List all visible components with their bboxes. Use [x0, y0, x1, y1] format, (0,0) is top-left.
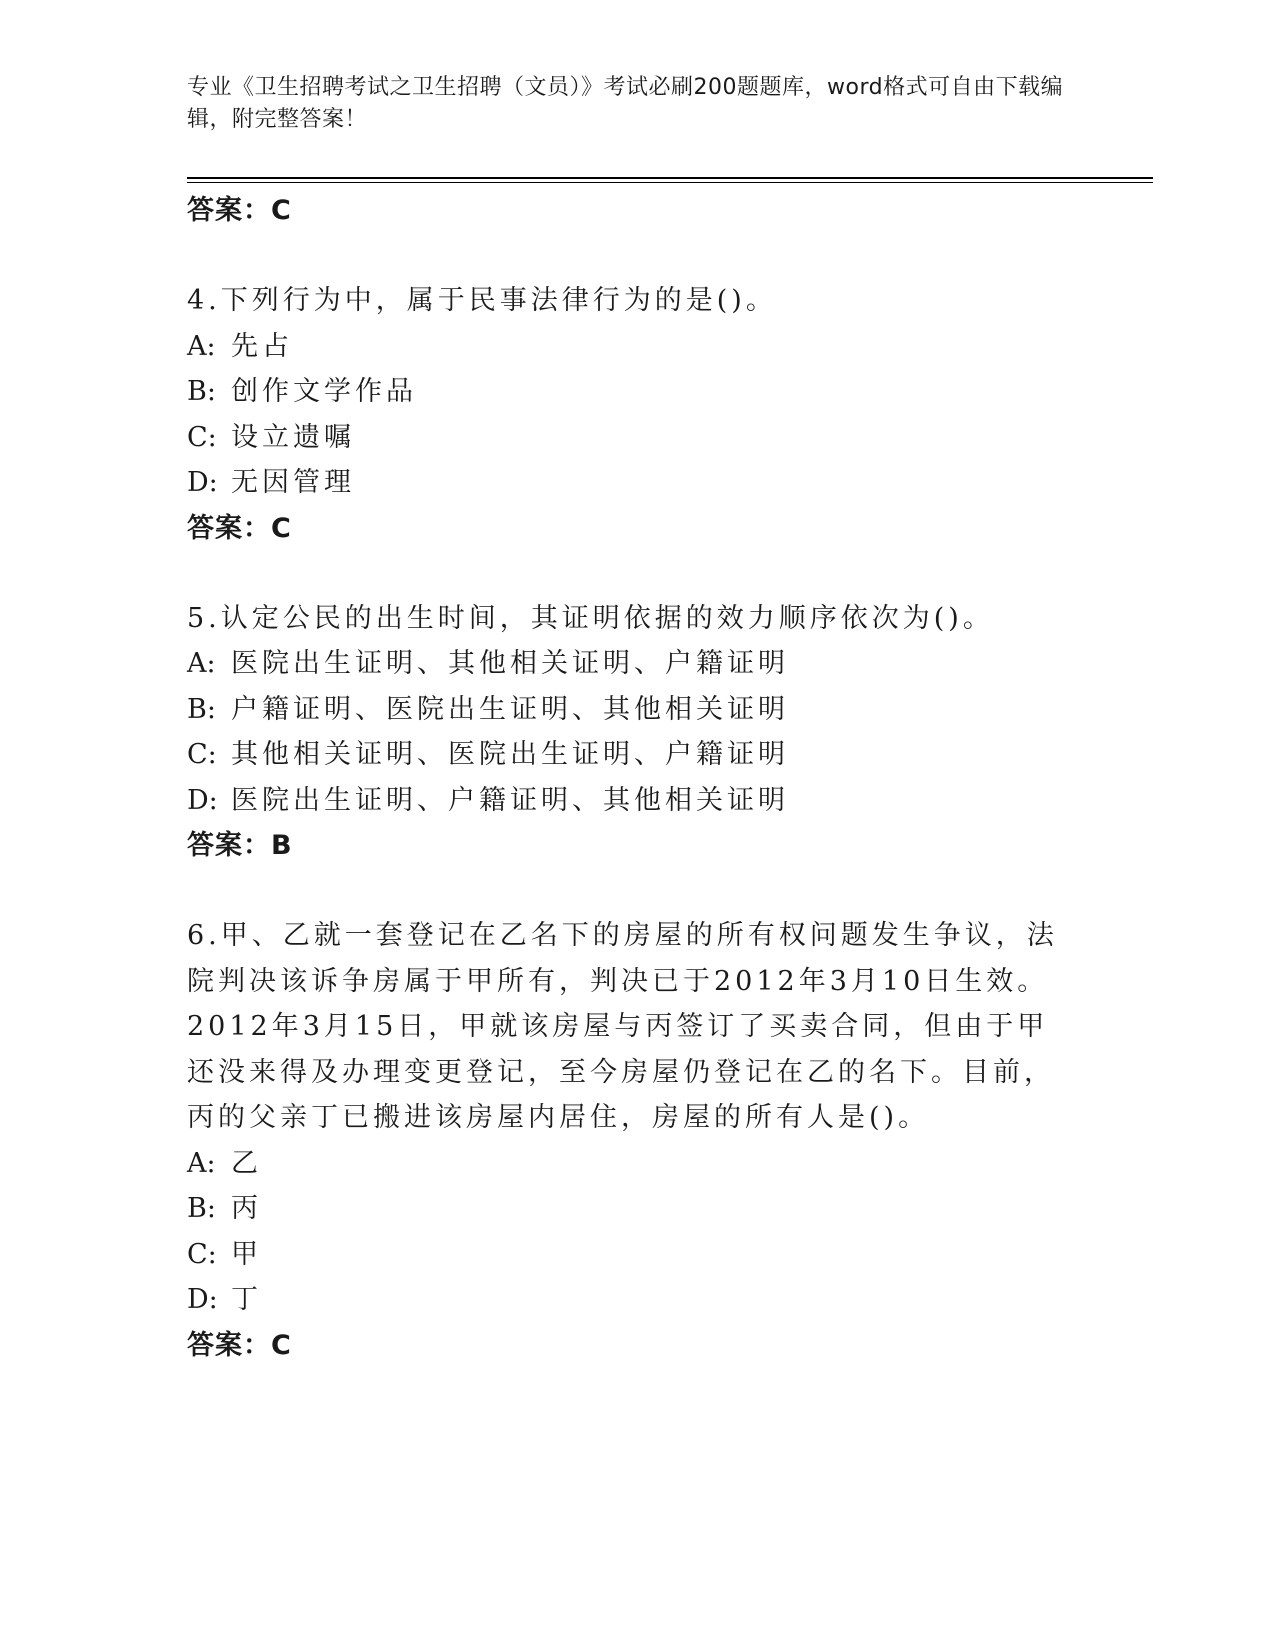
option-text: 设立遗嘱 [231, 421, 355, 453]
option-text: 先占 [231, 330, 293, 362]
answer-line: 答案：C [187, 512, 292, 544]
option-key: A: [187, 648, 216, 679]
option-key: C: [187, 1238, 217, 1270]
option-key: B: [187, 376, 216, 407]
header-divider-thick [187, 177, 1153, 179]
answer-line: 答案：B [187, 830, 293, 861]
option-key: C: [187, 739, 217, 770]
option-key: B: [187, 1193, 216, 1224]
option-a [187, 1141, 1077, 1187]
document-header: 专业《卫生招聘考试之卫生招聘（文员）》考试必刷200题题库，word格式可自由下载编辑，附完整答案！ [187, 75, 1064, 132]
option-d [187, 460, 1077, 506]
question-stem: 6.甲、乙就一套登记在乙名下的房屋的所有权问题发生争议，法院判决该诉争房属于甲所有，判决已于2012年3月10日生效。2012年3月15日，甲就该房屋与丙签订了买卖合同，但由于甲还没来得及办理变更登记，至今房屋仍登记在乙的名下。目前，丙的父亲丁已搬进该房屋内居住，房屋的所有人是()。 [187, 920, 1058, 1133]
answer-line: 答案：C [187, 1329, 292, 1361]
option-key: A: [187, 1147, 216, 1179]
option-b [187, 687, 1077, 733]
option-a [187, 324, 1077, 370]
option-c [187, 1232, 1077, 1278]
option-key: B: [187, 693, 216, 725]
question-stem: 4.下列行为中，属于民事法律行为的是()。 [187, 285, 777, 316]
option-c [187, 732, 1077, 778]
option-key: A: [187, 330, 216, 362]
option-text: 丁 [231, 1284, 262, 1315]
header-divider-thin [187, 182, 1153, 183]
option-a [187, 641, 1077, 687]
answer-line: 答案：C [187, 195, 292, 226]
option-text: 医院出生证明、户籍证明、其他相关证明 [231, 784, 789, 816]
option-c [187, 415, 1077, 461]
question-block [187, 278, 1077, 552]
option-text: 创作文学作品 [231, 376, 417, 407]
option-text: 乙 [231, 1147, 262, 1179]
option-b [187, 1186, 1077, 1232]
option-d [187, 1277, 1077, 1323]
option-text: 医院出生证明、其他相关证明、户籍证明 [231, 648, 789, 679]
option-text: 其他相关证明、医院出生证明、户籍证明 [231, 739, 789, 770]
option-b [187, 369, 1077, 415]
option-d [187, 778, 1077, 824]
option-key: C: [187, 421, 217, 453]
option-key: D: [187, 784, 218, 816]
option-text: 丙 [231, 1193, 262, 1224]
option-text: 甲 [231, 1238, 262, 1270]
document-content [187, 188, 1077, 1369]
question-block [187, 913, 1077, 1369]
option-key: D: [187, 467, 218, 498]
question-stem: 5.认定公民的出生时间，其证明依据的效力顺序依次为()。 [187, 602, 994, 634]
question-block [187, 596, 1077, 870]
option-key: D: [187, 1284, 218, 1315]
option-text: 户籍证明、医院出生证明、其他相关证明 [231, 693, 789, 725]
option-text: 无因管理 [231, 467, 355, 498]
